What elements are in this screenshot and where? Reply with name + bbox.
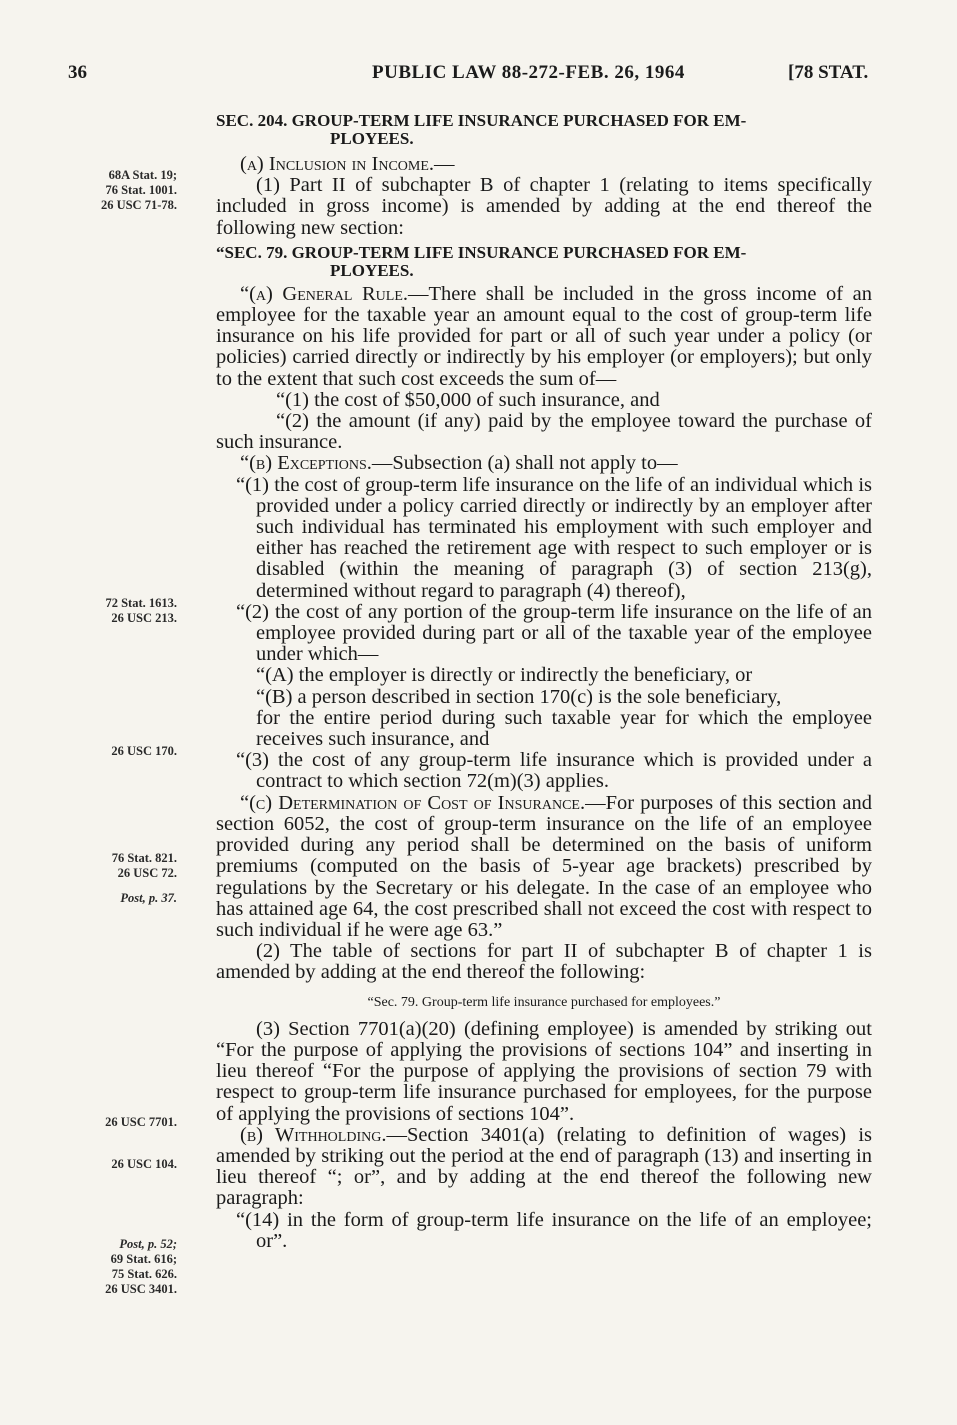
paragraph: “(A) the employer is directly or indirectly the beneficiary, or — [256, 664, 753, 687]
paragraph: “(14) in the form of group-term life insurance on the life of an employee; or”. — [236, 1208, 872, 1252]
paragraph: “(B) a person described in section 170(c) is the sole beneficiary, — [256, 685, 782, 708]
margin-note-line: 26 USC 104. — [111, 1157, 177, 1171]
margin-note-citation — [27, 851, 177, 881]
margin-note-citation — [27, 596, 177, 626]
paragraph — [216, 284, 872, 390]
paragraph: “(2) the amount (if any) paid by the employee toward the purchase of such insurance. — [216, 410, 872, 454]
margin-note-citation — [27, 168, 177, 213]
margin-note-line: 69 Stat. 616; — [110, 1252, 177, 1266]
margin-note-line: 72 Stat. 1613. — [105, 596, 177, 610]
table-of-sections-entry: “Sec. 79. Group-term life insurance purchased for employees.” — [367, 994, 721, 1010]
paragraph-label: “(b) Exceptions. — [240, 452, 372, 475]
margin-note-citation — [27, 744, 177, 759]
margin-note-line: 26 USC 3401. — [105, 1282, 177, 1296]
margin-note-line: 76 Stat. 1001. — [105, 183, 177, 197]
paragraph: “(2) the cost of any portion of the group-term life insurance on the life of an employee provided during part or all of the taxable year of the employee under which— — [236, 600, 872, 666]
paragraph: “(1) the cost of $50,000 of such insurance, and — [276, 388, 660, 411]
paragraph-text: —Subsection (a) shall not apply to— — [371, 452, 678, 475]
margin-note-line: 76 Stat. 821. — [111, 851, 177, 865]
paragraph: “(1) the cost of group-term life insurance on the life of an individual which is provided under a policy carried directly or indirectly by an employer after such individual has terminated his employment with such employer and either has reached the retirement age with respect to such employer or is disabled (within the meaning of paragraph (3) of section 213(g), determined without regard to paragraph (4) thereof), — [236, 473, 872, 602]
section-heading — [216, 112, 872, 148]
paragraph: “(3) the cost of any group-term life insurance which is provided under a contract to which section 72(m)(3) applies. — [236, 749, 872, 793]
paragraph — [216, 453, 872, 474]
section-heading-line: PLOYEES. — [330, 129, 414, 148]
paragraph — [216, 793, 872, 941]
statute-reference: [78 STAT. — [788, 62, 869, 83]
paragraph: (2) The table of sections for part II of subchapter B of chapter 1 is amended by adding at the end thereof the following: — [216, 940, 872, 984]
margin-note-line: Post, p. 37. — [120, 891, 177, 905]
paragraph: (1) Part II of subchapter B of chapter 1 (relating to items specifically included in gross income) is amended by adding at the end thereof the following new section: — [216, 174, 872, 239]
paragraph-text: —For purposes of this section and section 6052, the cost of group-term insurance on the life of an employee provided during any period shall be determined on the basis of uniform premiums (computed on the basis of 5-year age brackets) prescribed by regulations by the Secretary or his delegate. In the case of an employee who has attained age 64, the cost prescribed shall not exceed the cost with respect to such individual if he were age 63.” — [216, 791, 872, 941]
paragraph-label: “(a) General Rule. — [240, 282, 409, 305]
paragraph: for the entire period during such taxable year for which the employee receives such insurance, and — [256, 706, 872, 751]
margin-note-line: 68A Stat. 19; — [108, 168, 177, 182]
margin-note-line: 75 Stat. 626. — [111, 1267, 177, 1281]
paragraph-label: “(c) Determination of Cost of Insurance. — [240, 791, 586, 814]
margin-note-line: Post, p. 52; — [119, 1237, 177, 1251]
margin-note-line: 26 USC 213. — [111, 611, 177, 625]
section-heading-line: “SEC. 79. GROUP-TERM LIFE INSURANCE PURCHASED FOR EM- — [216, 242, 747, 262]
margin-note-line: 26 USC 72. — [117, 866, 177, 880]
margin-note-citation — [27, 1237, 177, 1297]
margin-note-line: 26 USC 170. — [111, 744, 177, 758]
margin-note-citation — [27, 1157, 177, 1172]
paragraph — [216, 1125, 872, 1210]
section-heading-line: PLOYEES. — [330, 260, 414, 280]
margin-note-line: 26 USC 71-78. — [100, 198, 177, 212]
body-text — [216, 112, 872, 1252]
margin-note-citation — [27, 1115, 177, 1130]
paragraph: (3) Section 7701(a)(20) (defining employee) is amended by striking out “For the purpose of applying the provisions of sections 104” and inserting in lieu thereof “For the purpose of applying the provisions of section 79 with respect to group-term life insurance purchased for employees, for the purpose of applying the provisions of sections 104”. — [216, 1017, 872, 1125]
margin-note-line: 26 USC 7701. — [105, 1115, 177, 1129]
section-heading-line: SEC. 204. GROUP-TERM LIFE INSURANCE PURCHASED FOR EM- — [216, 111, 747, 130]
section-heading — [216, 244, 872, 280]
paragraph-text: —Section 3401(a) (relating to definition of wages) is amended by striking out the period at the end of paragraph (13) and inserting in lieu thereof “; or”, and by adding at the end thereof the following new paragraph: — [216, 1123, 873, 1210]
margin-note-citation — [27, 891, 177, 906]
subsection-heading — [216, 154, 872, 175]
subsection-title: (a) Inclusion in Income.— — [240, 153, 455, 175]
paragraph-text: —There shall be included in the gross income of an employee for the taxable year an amount equal to the cost of group-term life insurance on his life provided for part or all of such year under a policy (or policies) carried directly or indirectly by his employer (or employers); but only to the extent that such cost exceeds the sum of— — [216, 282, 872, 390]
running-title: PUBLIC LAW 88-272-FEB. 26, 1964 — [372, 62, 685, 83]
paragraph-label: (b) Withholding. — [240, 1123, 387, 1146]
page-number: 36 — [68, 62, 87, 83]
